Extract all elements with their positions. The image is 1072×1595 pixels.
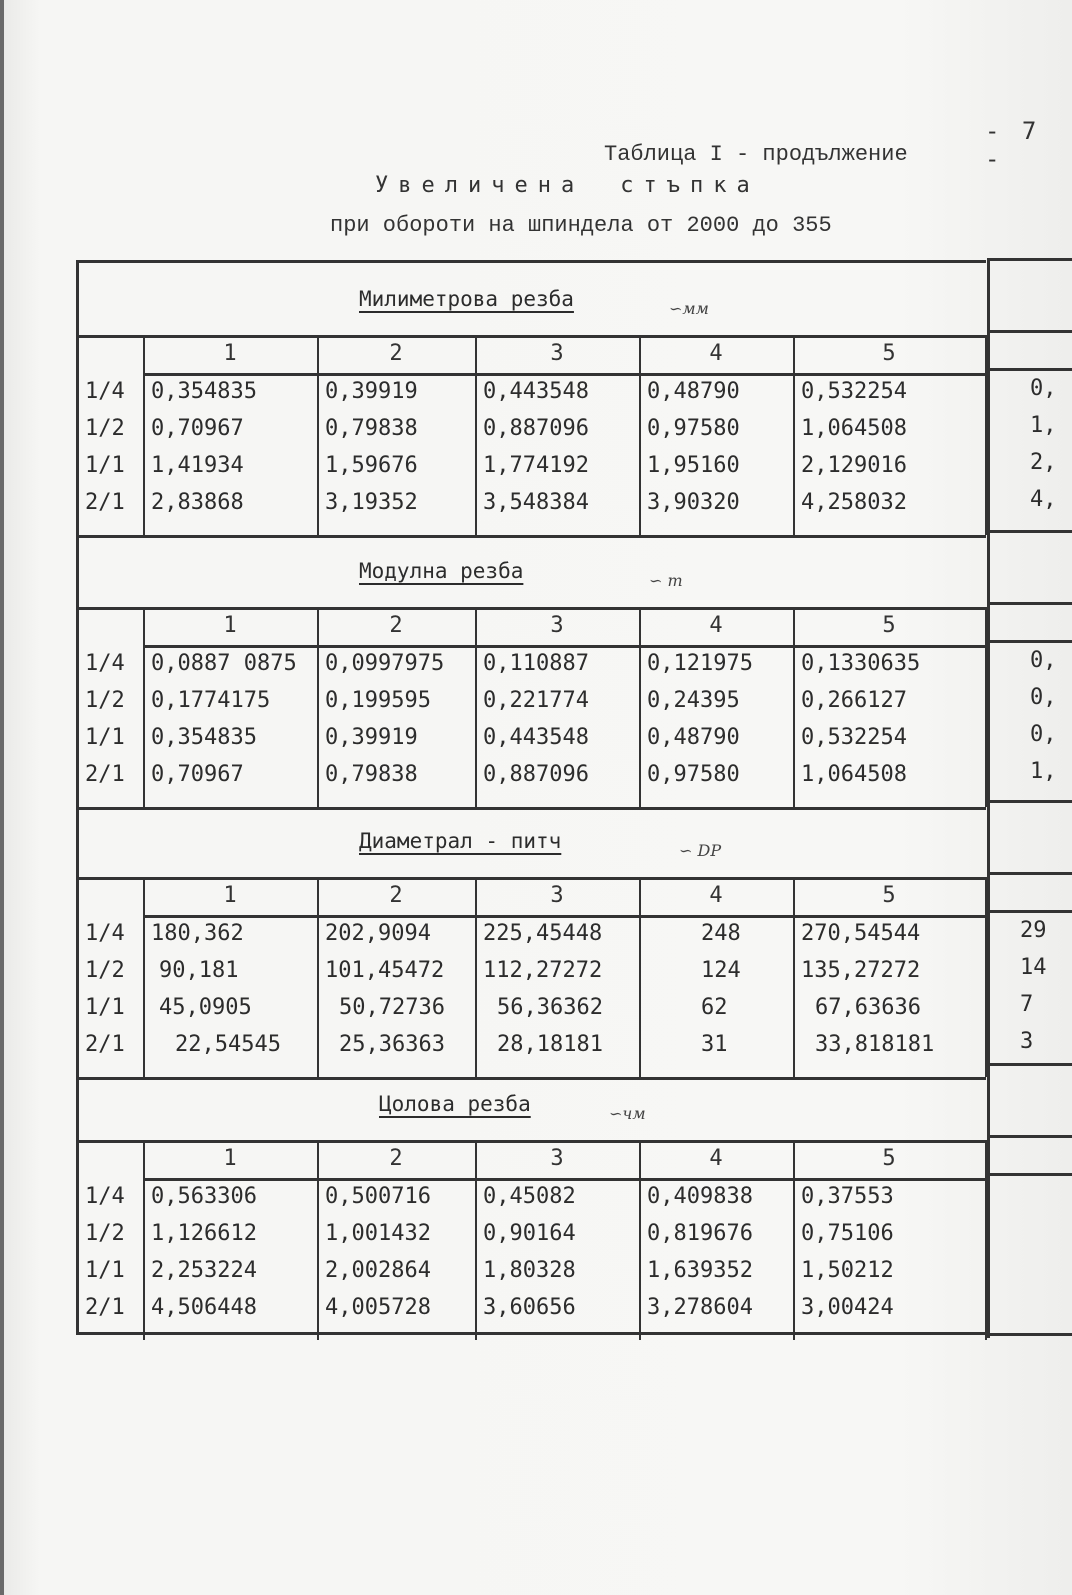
row-label: 1/2 [85,958,125,983]
column-header-5: 5 [882,613,896,638]
section-grid [79,335,986,535]
table-cell: 28,18181 [497,1032,603,1057]
column-header-1: 1 [223,1146,237,1171]
column-header-5: 5 [882,883,896,908]
table-cell: 3,60656 [483,1295,576,1320]
partial-table-bottom [990,1333,1072,1336]
table-cell: 0,97580 [647,416,740,441]
table-cell: 0,90164 [483,1221,576,1246]
section-2 [79,535,986,813]
handwritten-note: ∽ m [649,571,683,590]
table-cell: 101,45472 [325,958,445,983]
section-1 [79,263,986,541]
table-cell: 0,887096 [483,416,589,441]
partial-table-cell: 4, [1030,487,1057,512]
table-cell: 0,37553 [801,1184,894,1209]
section-title: Модулна резба [359,559,524,583]
row-label: 2/1 [85,1295,125,1320]
column-header-3: 3 [550,341,564,366]
column-header-4: 4 [709,883,723,908]
partial-table-cell: 1, [1030,413,1057,438]
handwritten-note: ∽ DP [679,841,722,860]
row-label: 1/4 [85,921,125,946]
column-header-2: 2 [389,883,403,908]
table-cell: 0,266127 [801,688,907,713]
table-cell: 1,80328 [483,1258,576,1283]
partial-table-line [990,330,1072,333]
table-cell: 3,19352 [325,490,418,515]
table-cell: 25,36363 [339,1032,445,1057]
table-cell: 225,45448 [483,921,603,946]
header-underline [143,915,985,918]
table-cell: 0,532254 [801,725,907,750]
partial-table-line [990,800,1072,803]
table-cell: 0,121975 [647,651,753,676]
table-cell: 3,548384 [483,490,589,515]
table-cell: 0,443548 [483,379,589,404]
row-label: 1/4 [85,651,125,676]
partial-table-cell: 29 [1020,918,1047,943]
column-header-1: 1 [223,613,237,638]
row-label: 2/1 [85,1032,125,1057]
table-cell: 112,27272 [483,958,603,983]
table-cell: 1,064508 [801,416,907,441]
table-cell: 0,887096 [483,762,589,787]
partial-table-cell: 0, [1030,648,1057,673]
partial-table-line [990,602,1072,605]
section-grid [79,607,986,807]
table-cell: 0,0887 0875 [151,651,297,676]
partial-table-line [990,872,1072,875]
row-label: 2/1 [85,490,125,515]
section-grid [79,1140,986,1340]
table-cell: 248 [701,921,741,946]
row-label: 1/2 [85,688,125,713]
page-number: - 7 - [985,117,1041,173]
table-cell: 22,54545 [175,1032,281,1057]
column-header-5: 5 [882,1146,896,1171]
table-subheading: при обороти на шпиндела от 2000 до 355 [330,213,832,238]
table-cell: 2,253224 [151,1258,257,1283]
table-cell: 3,90320 [647,490,740,515]
partial-table-cell: 0, [1030,722,1057,747]
page-edge-shadow [0,0,4,1595]
table-cell: 0,48790 [647,379,740,404]
header-underline [143,373,985,376]
section-4 [79,1068,986,1346]
table-cell: 0,354835 [151,379,257,404]
table-cell: 0,354835 [151,725,257,750]
table-cell: 1,639352 [647,1258,753,1283]
section-title: Милиметрова резба [359,287,574,311]
row-label: 1/1 [85,453,125,478]
table-cell: 0,97580 [647,762,740,787]
table-cell: 2,129016 [801,453,907,478]
partial-table-cell: 2, [1030,450,1057,475]
table-heading [375,173,760,198]
row-label: 1/1 [85,995,125,1020]
header-underline [143,645,985,648]
table-cell: 1,001432 [325,1221,431,1246]
table-cell: 0,500716 [325,1184,431,1209]
table-cell: 3,00424 [801,1295,894,1320]
table-cell: 1,95160 [647,453,740,478]
table-cell: 0,1774175 [151,688,271,713]
row-label: 1/4 [85,379,125,404]
handwritten-note: ∽мм [669,299,709,318]
table-cell: 0,70967 [151,416,244,441]
table-cell: 0,79838 [325,416,418,441]
section-title-row [79,535,986,610]
partial-table-cell: 14 [1020,955,1047,980]
column-header-1: 1 [223,341,237,366]
table-cell: 0,409838 [647,1184,753,1209]
table-cell: 33,818181 [815,1032,935,1057]
table-cell: 0,70967 [151,762,244,787]
table-cell: 0,221774 [483,688,589,713]
table-cell: 45,0905 [159,995,252,1020]
table-cell: 0,110887 [483,651,589,676]
table-cell: 0,532254 [801,379,907,404]
table-cell: 50,72736 [339,995,445,1020]
table-cell: 0,39919 [325,725,418,750]
table-cell: 0,819676 [647,1221,753,1246]
handwritten-note: ∽чм [609,1104,646,1123]
table-cell: 0,39919 [325,379,418,404]
column-header-3: 3 [550,1146,564,1171]
partial-table-cell: 1, [1030,759,1057,784]
table-cell: 202,9094 [325,921,431,946]
header-underline [143,1178,985,1181]
table-cell: 1,59676 [325,453,418,478]
row-label: 1/1 [85,1258,125,1283]
table-cell: 1,126612 [151,1221,257,1246]
row-label: 1/4 [85,1184,125,1209]
table-cell: 56,36362 [497,995,603,1020]
column-header-5: 5 [882,341,896,366]
continuation-table-partial [987,258,1072,1338]
row-label: 2/1 [85,762,125,787]
partial-table-line [990,530,1072,533]
table-cell: 0,0997975 [325,651,445,676]
partial-table-line [990,1173,1072,1176]
column-header-1: 1 [223,883,237,908]
thread-pitch-table [76,260,986,1335]
table-cell: 0,48790 [647,725,740,750]
partial-table-line [990,910,1072,913]
partial-table-cell: 3 [1020,1029,1034,1054]
column-header-2: 2 [389,613,403,638]
table-cell: 270,54544 [801,921,921,946]
table-cell: 124 [701,958,741,983]
table-cell: 3,278604 [647,1295,753,1320]
table-cell: 62 [701,995,728,1020]
partial-table-line [990,1135,1072,1138]
table-cell: 90,181 [159,958,239,983]
table-cell: 67,63636 [815,995,921,1020]
column-header-4: 4 [709,613,723,638]
section-title: Диаметрал - питч [359,829,562,853]
table-cell: 0,24395 [647,688,740,713]
table-cell: 0,45082 [483,1184,576,1209]
table-cell: 4,506448 [151,1295,257,1320]
section-title-row [79,1068,986,1143]
column-header-3: 3 [550,883,564,908]
section-3 [79,805,986,1083]
partial-table-cell: 0, [1030,376,1057,401]
partial-table-cell: 0, [1030,685,1057,710]
table-cell: 1,774192 [483,453,589,478]
table-cell: 0,199595 [325,688,431,713]
row-label: 1/1 [85,725,125,750]
table-cell: 2,83868 [151,490,244,515]
table-cell: 4,258032 [801,490,907,515]
partial-table-line [990,1063,1072,1066]
table-cell: 0,563306 [151,1184,257,1209]
section-title: Цолова резба [379,1092,531,1116]
column-header-2: 2 [389,1146,403,1171]
table-cell: 0,75106 [801,1221,894,1246]
section-grid [79,877,986,1077]
table-cell: 0,79838 [325,762,418,787]
table-cell: 31 [701,1032,728,1057]
table-caption: Таблица I - продължение [604,142,908,167]
table-cell: 2,002864 [325,1258,431,1283]
partial-table-top [990,258,1072,261]
table-cell: 180,362 [151,921,244,946]
partial-table-line [990,640,1072,643]
column-header-4: 4 [709,341,723,366]
row-label: 1/2 [85,1221,125,1246]
table-cell: 1,41934 [151,453,244,478]
row-label: 1/2 [85,416,125,441]
partial-table-cell: 7 [1020,992,1034,1017]
table-cell: 0,1330635 [801,651,921,676]
heading-word-2: стъпка [620,173,760,198]
column-header-2: 2 [389,341,403,366]
column-header-3: 3 [550,613,564,638]
table-cell: 1,50212 [801,1258,894,1283]
table-cell: 0,443548 [483,725,589,750]
table-cell: 4,005728 [325,1295,431,1320]
heading-word-1: Увеличена [375,173,585,198]
table-cell: 135,27272 [801,958,921,983]
partial-table-line [990,368,1072,371]
column-header-4: 4 [709,1146,723,1171]
table-cell: 1,064508 [801,762,907,787]
